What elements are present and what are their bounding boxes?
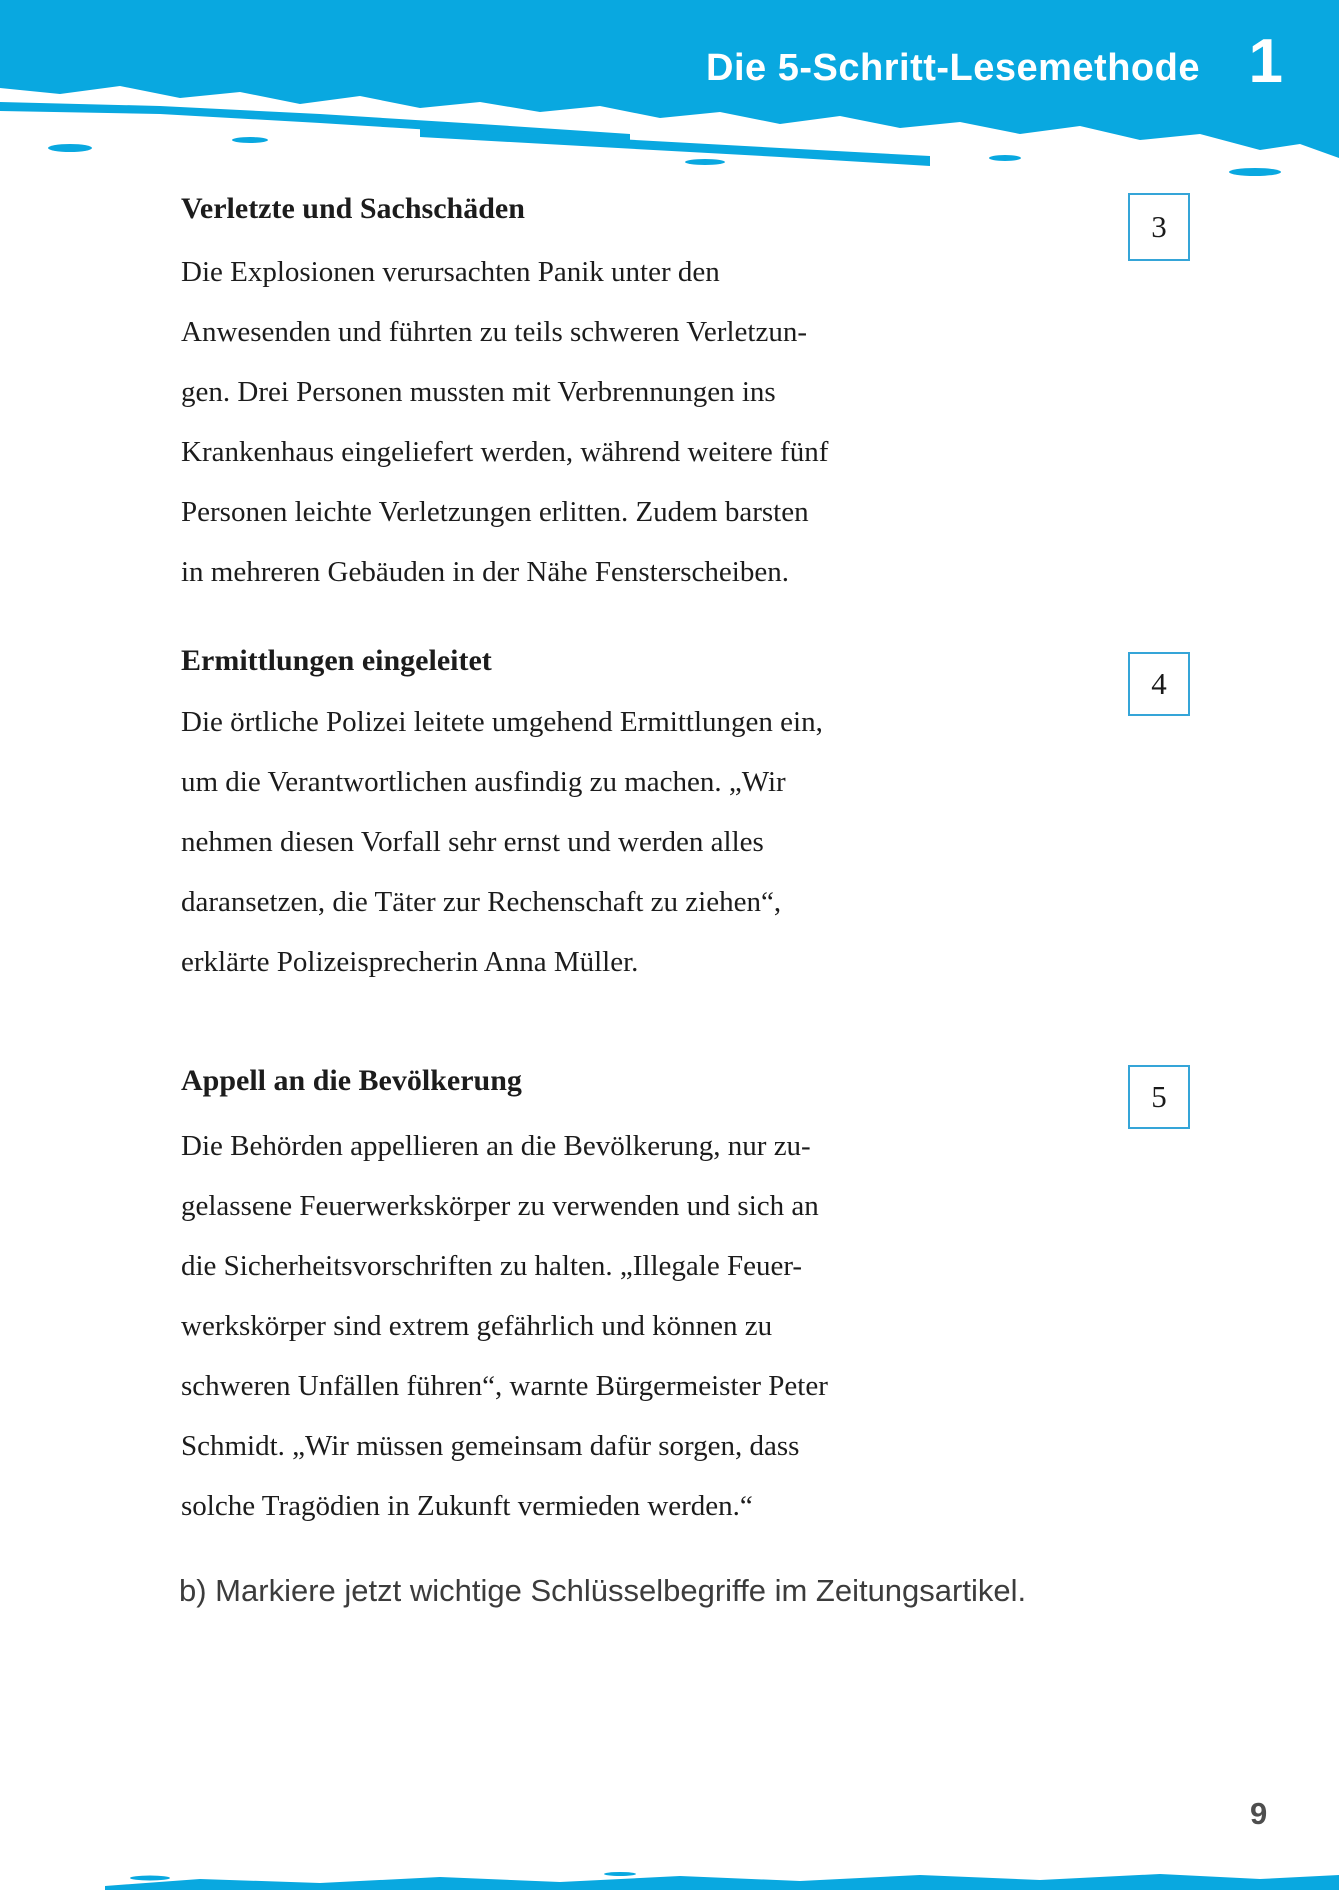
article-line: Schmidt. „Wir müssen gemeinsam dafür sorgen, dass <box>181 1430 800 1462</box>
section-heading-appell: Appell an die Bevölkerung <box>181 1064 522 1097</box>
article-line: werkskörper sind extrem gefährlich und können zu <box>181 1310 773 1342</box>
step-number-label: 5 <box>1151 1079 1167 1114</box>
step-number-label: 4 <box>1151 666 1167 701</box>
article-line: Krankenhaus eingeliefert werden, während weitere fünf <box>181 436 829 468</box>
article-line: gen. Drei Personen mussten mit Verbrennungen ins <box>181 376 776 408</box>
article-line: nehmen diesen Vorfall sehr ernst und werden alles <box>181 826 764 858</box>
footer-brush-stroke <box>0 1870 1339 1890</box>
article-line: daransetzen, die Täter zur Rechenschaft zu ziehen“, <box>181 886 782 918</box>
article-line: um die Verantwortlichen ausfindig zu machen. „Wir <box>181 766 786 798</box>
step-number-label: 3 <box>1151 209 1167 244</box>
section-paragraph <box>181 692 971 992</box>
header-brush-stroke <box>0 0 1339 190</box>
page-title: Die 5-Schritt-Lesemethode <box>706 47 1200 89</box>
article-line: Die örtliche Polizei leitete umgehend Ermittlungen ein, <box>181 706 823 738</box>
chapter-number: 1 <box>1248 27 1283 96</box>
section-paragraph <box>181 1116 971 1536</box>
article-line: Anwesenden und führten zu teils schweren Verletzun- <box>181 316 807 348</box>
article-line: in mehreren Gebäuden in der Nähe Fensterscheiben. <box>181 556 789 588</box>
task-instruction: b) Markiere jetzt wichtige Schlüsselbegriffe im Zeitungsartikel. <box>179 1573 1027 1608</box>
step-number-box-3 <box>1128 193 1190 261</box>
section-heading-verletzte: Verletzte und Sachschäden <box>181 192 525 225</box>
article-line: erklärte Polizeisprecherin Anna Müller. <box>181 946 639 978</box>
step-number-box-4 <box>1128 652 1190 716</box>
article-line: schweren Unfällen führen“, warnte Bürgermeister Peter <box>181 1370 828 1402</box>
article-line: gelassene Feuerwerkskörper zu verwenden und sich an <box>181 1190 819 1222</box>
section-paragraph <box>181 242 971 602</box>
page-number: 9 <box>1250 1796 1268 1831</box>
article-line: Personen leichte Verletzungen erlitten. Zudem barsten <box>181 496 809 528</box>
section-heading-ermittlungen: Ermittlungen eingeleitet <box>181 644 492 677</box>
article-line: solche Tragödien in Zukunft vermieden werden.“ <box>181 1490 753 1522</box>
step-number-box-5 <box>1128 1065 1190 1129</box>
article-line: Die Explosionen verursachten Panik unter den <box>181 256 720 288</box>
article-line: die Sicherheitsvorschriften zu halten. „Illegale Feuer- <box>181 1250 803 1282</box>
article-line: Die Behörden appellieren an die Bevölkerung, nur zu- <box>181 1130 811 1162</box>
